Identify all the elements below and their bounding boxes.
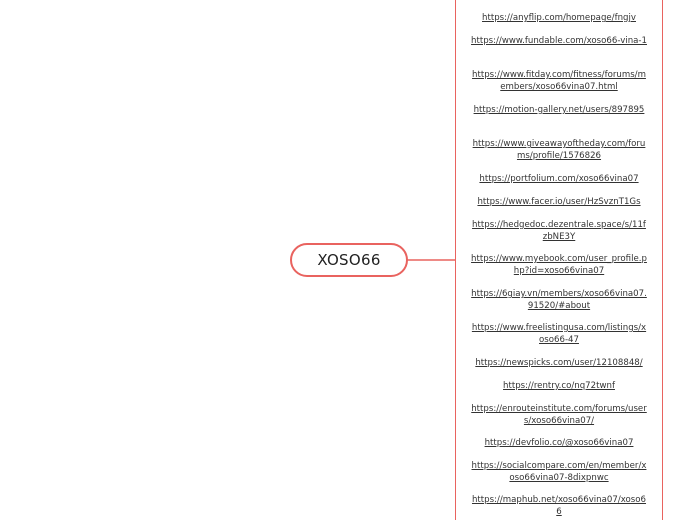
link-item[interactable]: https://motion-gallery.net/users/897895 <box>473 105 645 115</box>
link-list-node[interactable] <box>455 0 663 520</box>
link-item[interactable]: https://enrouteinstitute.com/forums/users/xoso66vina07/ <box>471 404 647 426</box>
link-item[interactable]: https://www.fundable.com/xoso66-vina-1 <box>471 36 647 46</box>
link-item[interactable]: https://www.facer.io/user/HzSvznT1Gs <box>477 197 641 207</box>
link-item[interactable]: https://socialcompare.com/en/member/xoso66vina07-8dixpnwc <box>471 461 647 483</box>
link-item[interactable]: https://anyflip.com/homepage/fngjv <box>482 13 636 23</box>
root-topic-label: XOSO66 <box>317 251 381 269</box>
link-item[interactable]: https://hedgedoc.dezentrale.space/s/11fzbNE3Y <box>472 220 646 242</box>
link-item[interactable]: https://www.giveawayoftheday.com/forums/profile/1576826 <box>472 139 646 161</box>
link-item[interactable]: https://www.myebook.com/user_profile.php?id=xoso66vina07 <box>471 254 647 276</box>
link-item[interactable]: https://www.fitday.com/fitness/forums/members/xoso66vina07.html <box>472 70 646 92</box>
root-topic-node[interactable] <box>290 243 408 277</box>
link-item[interactable]: https://devfolio.co/@xoso66vina07 <box>484 438 634 448</box>
link-item[interactable]: https://6giay.vn/members/xoso66vina07.91520/#about <box>471 289 647 311</box>
link-item[interactable]: https://maphub.net/xoso66vina07/xoso66 <box>471 495 647 517</box>
link-item[interactable]: https://portfolium.com/xoso66vina07 <box>479 174 639 184</box>
link-item[interactable]: https://newspicks.com/user/12108848/ <box>475 358 643 368</box>
link-item[interactable]: https://rentry.co/nq72twnf <box>503 381 615 391</box>
link-item[interactable]: https://www.freelistingusa.com/listings/xoso66-47 <box>471 323 647 345</box>
